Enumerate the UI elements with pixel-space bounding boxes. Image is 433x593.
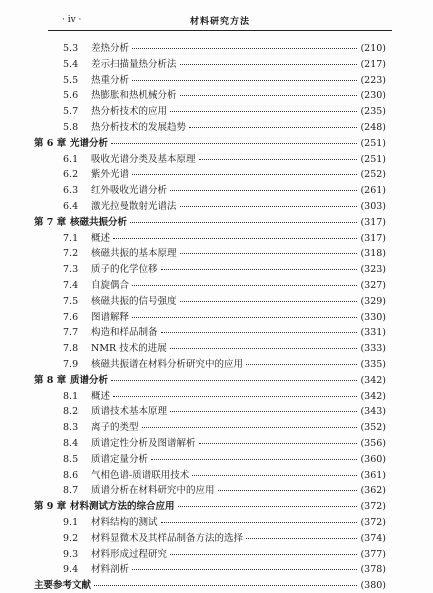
toc-section-entry bbox=[34, 230, 386, 246]
dot-leader bbox=[199, 443, 358, 444]
dot-leader bbox=[132, 174, 357, 175]
toc-entry-title: 自旋偶合 bbox=[91, 279, 130, 291]
toc-chapter-entry bbox=[34, 135, 386, 151]
toc-entry-title: 核磁共振的基本原理 bbox=[91, 248, 177, 260]
dot-leader bbox=[113, 238, 357, 239]
toc-entry-page: (374) bbox=[360, 532, 386, 544]
toc-entry-title: 差热分析 bbox=[91, 43, 130, 54]
toc-entry-number: 第 6 章 bbox=[34, 137, 67, 149]
toc-section-entry bbox=[34, 403, 386, 419]
toc-entry-page: (303) bbox=[360, 200, 386, 212]
toc-entry-title: 图谱解释 bbox=[91, 311, 130, 323]
toc-section-entry bbox=[34, 340, 386, 356]
toc-entry-number: 5.7 bbox=[63, 106, 79, 118]
toc-entry-number: 8.5 bbox=[63, 453, 79, 465]
toc-entry-page: (248) bbox=[360, 121, 386, 133]
toc-entry-title: 质谱分析在材料研究中的应用 bbox=[91, 485, 215, 497]
toc-entry-title: 热分析技术的应用 bbox=[91, 106, 168, 118]
toc-entry-page: (356) bbox=[360, 437, 386, 449]
toc-entry-page: (210) bbox=[360, 43, 386, 54]
page-number: · iv · bbox=[62, 15, 82, 25]
toc-section-entry bbox=[34, 309, 386, 325]
toc-entry-number: 8.2 bbox=[63, 406, 79, 418]
toc-entry-page: (360) bbox=[360, 453, 386, 465]
toc-entry-page: (361) bbox=[360, 469, 386, 481]
toc-entry-number: 7.7 bbox=[63, 327, 79, 339]
toc-section-entry bbox=[34, 151, 386, 167]
dot-leader bbox=[170, 411, 357, 412]
toc-section-entry bbox=[34, 451, 386, 467]
toc-entry-number: 9.2 bbox=[63, 532, 79, 544]
dot-leader bbox=[178, 506, 358, 507]
dot-leader bbox=[218, 490, 358, 491]
toc-entry-page: (330) bbox=[360, 311, 386, 323]
dot-leader bbox=[180, 253, 358, 254]
dot-leader bbox=[161, 332, 358, 333]
toc-entry-page: (335) bbox=[360, 358, 386, 370]
toc-section-entry bbox=[34, 482, 386, 498]
toc-section-entry bbox=[34, 419, 386, 435]
dot-leader bbox=[132, 569, 357, 570]
toc-section-entry bbox=[34, 435, 386, 451]
toc-entry-page: (352) bbox=[360, 422, 386, 434]
dot-leader bbox=[111, 380, 357, 381]
dot-leader bbox=[180, 95, 358, 96]
toc-section-entry bbox=[34, 103, 386, 119]
dot-leader bbox=[130, 222, 357, 223]
toc-section-entry bbox=[34, 356, 386, 372]
toc-entry-number: 7.4 bbox=[63, 279, 79, 291]
toc-entry-title: 材料结构的测试 bbox=[91, 516, 158, 528]
toc-entry-title: 光谱分析 bbox=[70, 137, 109, 149]
dot-leader bbox=[132, 48, 357, 49]
toc-entry-page: (372) bbox=[360, 516, 386, 528]
toc-section-entry bbox=[34, 72, 386, 88]
toc-section-entry bbox=[34, 166, 386, 182]
toc-entry-page: (230) bbox=[360, 90, 386, 102]
toc-entry-number: 7.6 bbox=[63, 311, 79, 323]
toc-section-entry bbox=[34, 514, 386, 530]
toc-entry-page: (217) bbox=[360, 58, 386, 70]
toc-section-entry bbox=[34, 530, 386, 546]
toc-entry-number: 第 7 章 bbox=[34, 216, 67, 228]
dot-leader bbox=[170, 190, 357, 191]
toc-entry-page: (318) bbox=[360, 248, 386, 260]
toc-entry-title: 核磁共振谱在材料分析研究中的应用 bbox=[91, 358, 244, 370]
toc-entry-number: 5.6 bbox=[63, 90, 79, 102]
toc-section-entry bbox=[34, 87, 386, 103]
toc-entry-number: 第 8 章 bbox=[34, 374, 67, 386]
toc-section-entry bbox=[34, 293, 386, 309]
toc-entry-number: 第 9 章 bbox=[34, 501, 67, 513]
toc-entry-page: (343) bbox=[360, 406, 386, 418]
toc-entry-number: 7.5 bbox=[63, 295, 79, 307]
toc-section-entry bbox=[34, 388, 386, 404]
toc-entry-number: 8.1 bbox=[63, 390, 79, 402]
toc-entry-title: 材料测试方法的综合应用 bbox=[70, 501, 175, 513]
toc-section-entry bbox=[34, 245, 386, 261]
toc-entry-title: 核磁共振的信号强度 bbox=[91, 295, 177, 307]
toc-entry-page: (252) bbox=[360, 169, 386, 181]
toc-section-entry bbox=[34, 561, 386, 577]
toc-entry-title: 构造和样品制备 bbox=[91, 327, 158, 339]
toc-entry-number: 7.9 bbox=[63, 358, 79, 370]
toc-section-entry bbox=[34, 119, 386, 135]
toc-entry-title: 热分析技术的发展趋势 bbox=[91, 121, 187, 133]
toc-entry-page: (378) bbox=[360, 564, 386, 576]
dot-leader bbox=[132, 285, 357, 286]
toc-entry-number: 9.1 bbox=[63, 516, 79, 528]
toc-entry-title: 材料显微术及其样品制备方法的选择 bbox=[91, 532, 244, 544]
toc-chapter-entry bbox=[34, 214, 386, 230]
toc-entry-page: (333) bbox=[360, 343, 386, 355]
dot-leader bbox=[170, 554, 357, 555]
toc-chapter-entry bbox=[34, 498, 386, 514]
toc-section-entry bbox=[34, 40, 386, 56]
toc-chapter-entry bbox=[34, 372, 386, 388]
dot-leader bbox=[246, 538, 357, 539]
toc-entry-title: 热重分析 bbox=[91, 74, 130, 86]
toc-entry-page: (235) bbox=[360, 106, 386, 118]
toc-entry-page: (327) bbox=[360, 279, 386, 291]
running-header bbox=[48, 8, 392, 31]
toc-section-entry bbox=[34, 56, 386, 72]
table-of-contents bbox=[34, 40, 386, 593]
dot-leader bbox=[111, 143, 357, 144]
toc-entry-title: 吸收光谱分类及基本原理 bbox=[91, 153, 196, 165]
toc-section-entry bbox=[34, 198, 386, 214]
toc-entry-number: 5.5 bbox=[63, 74, 79, 86]
toc-section-entry bbox=[34, 261, 386, 277]
toc-entry-page: (331) bbox=[360, 327, 386, 339]
toc-entry-number: 5.4 bbox=[63, 58, 79, 70]
toc-section-entry bbox=[34, 182, 386, 198]
dot-leader bbox=[113, 396, 357, 397]
toc-entry-page: (377) bbox=[360, 548, 386, 560]
dot-leader bbox=[161, 269, 358, 270]
toc-entry-number: 7.2 bbox=[63, 248, 79, 260]
toc-entry-title: 概述 bbox=[91, 390, 111, 402]
dot-leader bbox=[180, 206, 358, 207]
toc-entry-page: (223) bbox=[360, 74, 386, 86]
toc-entry-page: (251) bbox=[360, 153, 386, 165]
toc-entry-title: 质子的化学位移 bbox=[91, 264, 158, 276]
toc-section-entry bbox=[34, 324, 386, 340]
toc-entry-number: 7.3 bbox=[63, 264, 79, 276]
toc-entry-title: 概述 bbox=[91, 232, 111, 244]
dot-leader bbox=[161, 522, 358, 523]
dot-leader bbox=[199, 159, 358, 160]
toc-section-entry bbox=[34, 467, 386, 483]
toc-entry-title: 差示扫描量热分析法 bbox=[91, 58, 177, 70]
toc-entry-title: NMR 技术的进展 bbox=[91, 343, 167, 355]
toc-entry-page: (323) bbox=[360, 264, 386, 276]
toc-entry-page: (317) bbox=[360, 216, 386, 228]
toc-section-entry bbox=[34, 546, 386, 562]
toc-entry-title: 热膨胀和热机械分析 bbox=[91, 90, 177, 102]
toc-entry-title: 激光拉曼散射光谱法 bbox=[91, 200, 177, 212]
dot-leader bbox=[192, 475, 357, 476]
dot-leader bbox=[94, 585, 357, 586]
toc-entry-number: 6.4 bbox=[63, 200, 79, 212]
toc-entry-page: (380) bbox=[360, 580, 386, 592]
toc-entry-page: (317) bbox=[360, 232, 386, 244]
toc-entry-page: (362) bbox=[360, 485, 386, 497]
toc-entry-number: 6.3 bbox=[63, 185, 79, 197]
toc-entry-title: 核磁共振分析 bbox=[70, 216, 128, 228]
toc-entry-page: (342) bbox=[360, 390, 386, 402]
toc-chapter-entry bbox=[34, 577, 386, 593]
toc-entry-title: 质谱分析 bbox=[70, 374, 109, 386]
toc-entry-page: (261) bbox=[360, 185, 386, 197]
toc-section-entry bbox=[34, 277, 386, 293]
toc-entry-title: 质谱定量分析 bbox=[91, 453, 149, 465]
toc-entry-title: 主要参考文献 bbox=[34, 580, 92, 592]
running-title: 材料研究方法 bbox=[189, 17, 250, 27]
toc-entry-title: 红外吸收光谱分析 bbox=[91, 185, 168, 197]
toc-entry-number: 9.3 bbox=[63, 548, 79, 560]
toc-entry-title: 质谱技术基本原理 bbox=[91, 406, 168, 418]
toc-entry-number: 7.1 bbox=[63, 232, 79, 244]
toc-entry-title: 材料剖析 bbox=[91, 564, 130, 576]
toc-entry-title: 离子的类型 bbox=[91, 422, 139, 434]
toc-entry-number: 7.8 bbox=[63, 343, 79, 355]
toc-entry-page: (329) bbox=[360, 295, 386, 307]
dot-leader bbox=[132, 80, 357, 81]
toc-entry-number: 6.1 bbox=[63, 153, 79, 165]
toc-entry-title: 材料形成过程研究 bbox=[91, 548, 168, 560]
dot-leader bbox=[142, 427, 358, 428]
dot-leader bbox=[151, 459, 357, 460]
dot-leader bbox=[246, 364, 357, 365]
toc-entry-number: 8.4 bbox=[63, 437, 79, 449]
toc-entry-number: 6.2 bbox=[63, 169, 79, 181]
toc-entry-page: (372) bbox=[360, 501, 386, 513]
toc-entry-number: 8.7 bbox=[63, 485, 79, 497]
toc-entry-title: 质谱定性分析及图谱解析 bbox=[91, 437, 196, 449]
dot-leader bbox=[189, 127, 357, 128]
dot-leader bbox=[180, 301, 358, 302]
toc-entry-number: 8.3 bbox=[63, 422, 79, 434]
toc-entry-number: 5.3 bbox=[63, 43, 79, 54]
dot-leader bbox=[170, 348, 358, 349]
dot-leader bbox=[132, 317, 357, 318]
toc-entry-title: 紫外光谱 bbox=[91, 169, 130, 181]
toc-entry-page: (342) bbox=[360, 374, 386, 386]
toc-entry-page: (251) bbox=[360, 137, 386, 149]
toc-entry-number: 5.8 bbox=[63, 121, 79, 133]
dot-leader bbox=[170, 111, 357, 112]
toc-entry-number: 9.4 bbox=[63, 564, 79, 576]
dot-leader bbox=[180, 64, 358, 65]
toc-entry-title: 气相色谱-质谱联用技术 bbox=[91, 469, 190, 481]
toc-entry-number: 8.6 bbox=[63, 469, 79, 481]
